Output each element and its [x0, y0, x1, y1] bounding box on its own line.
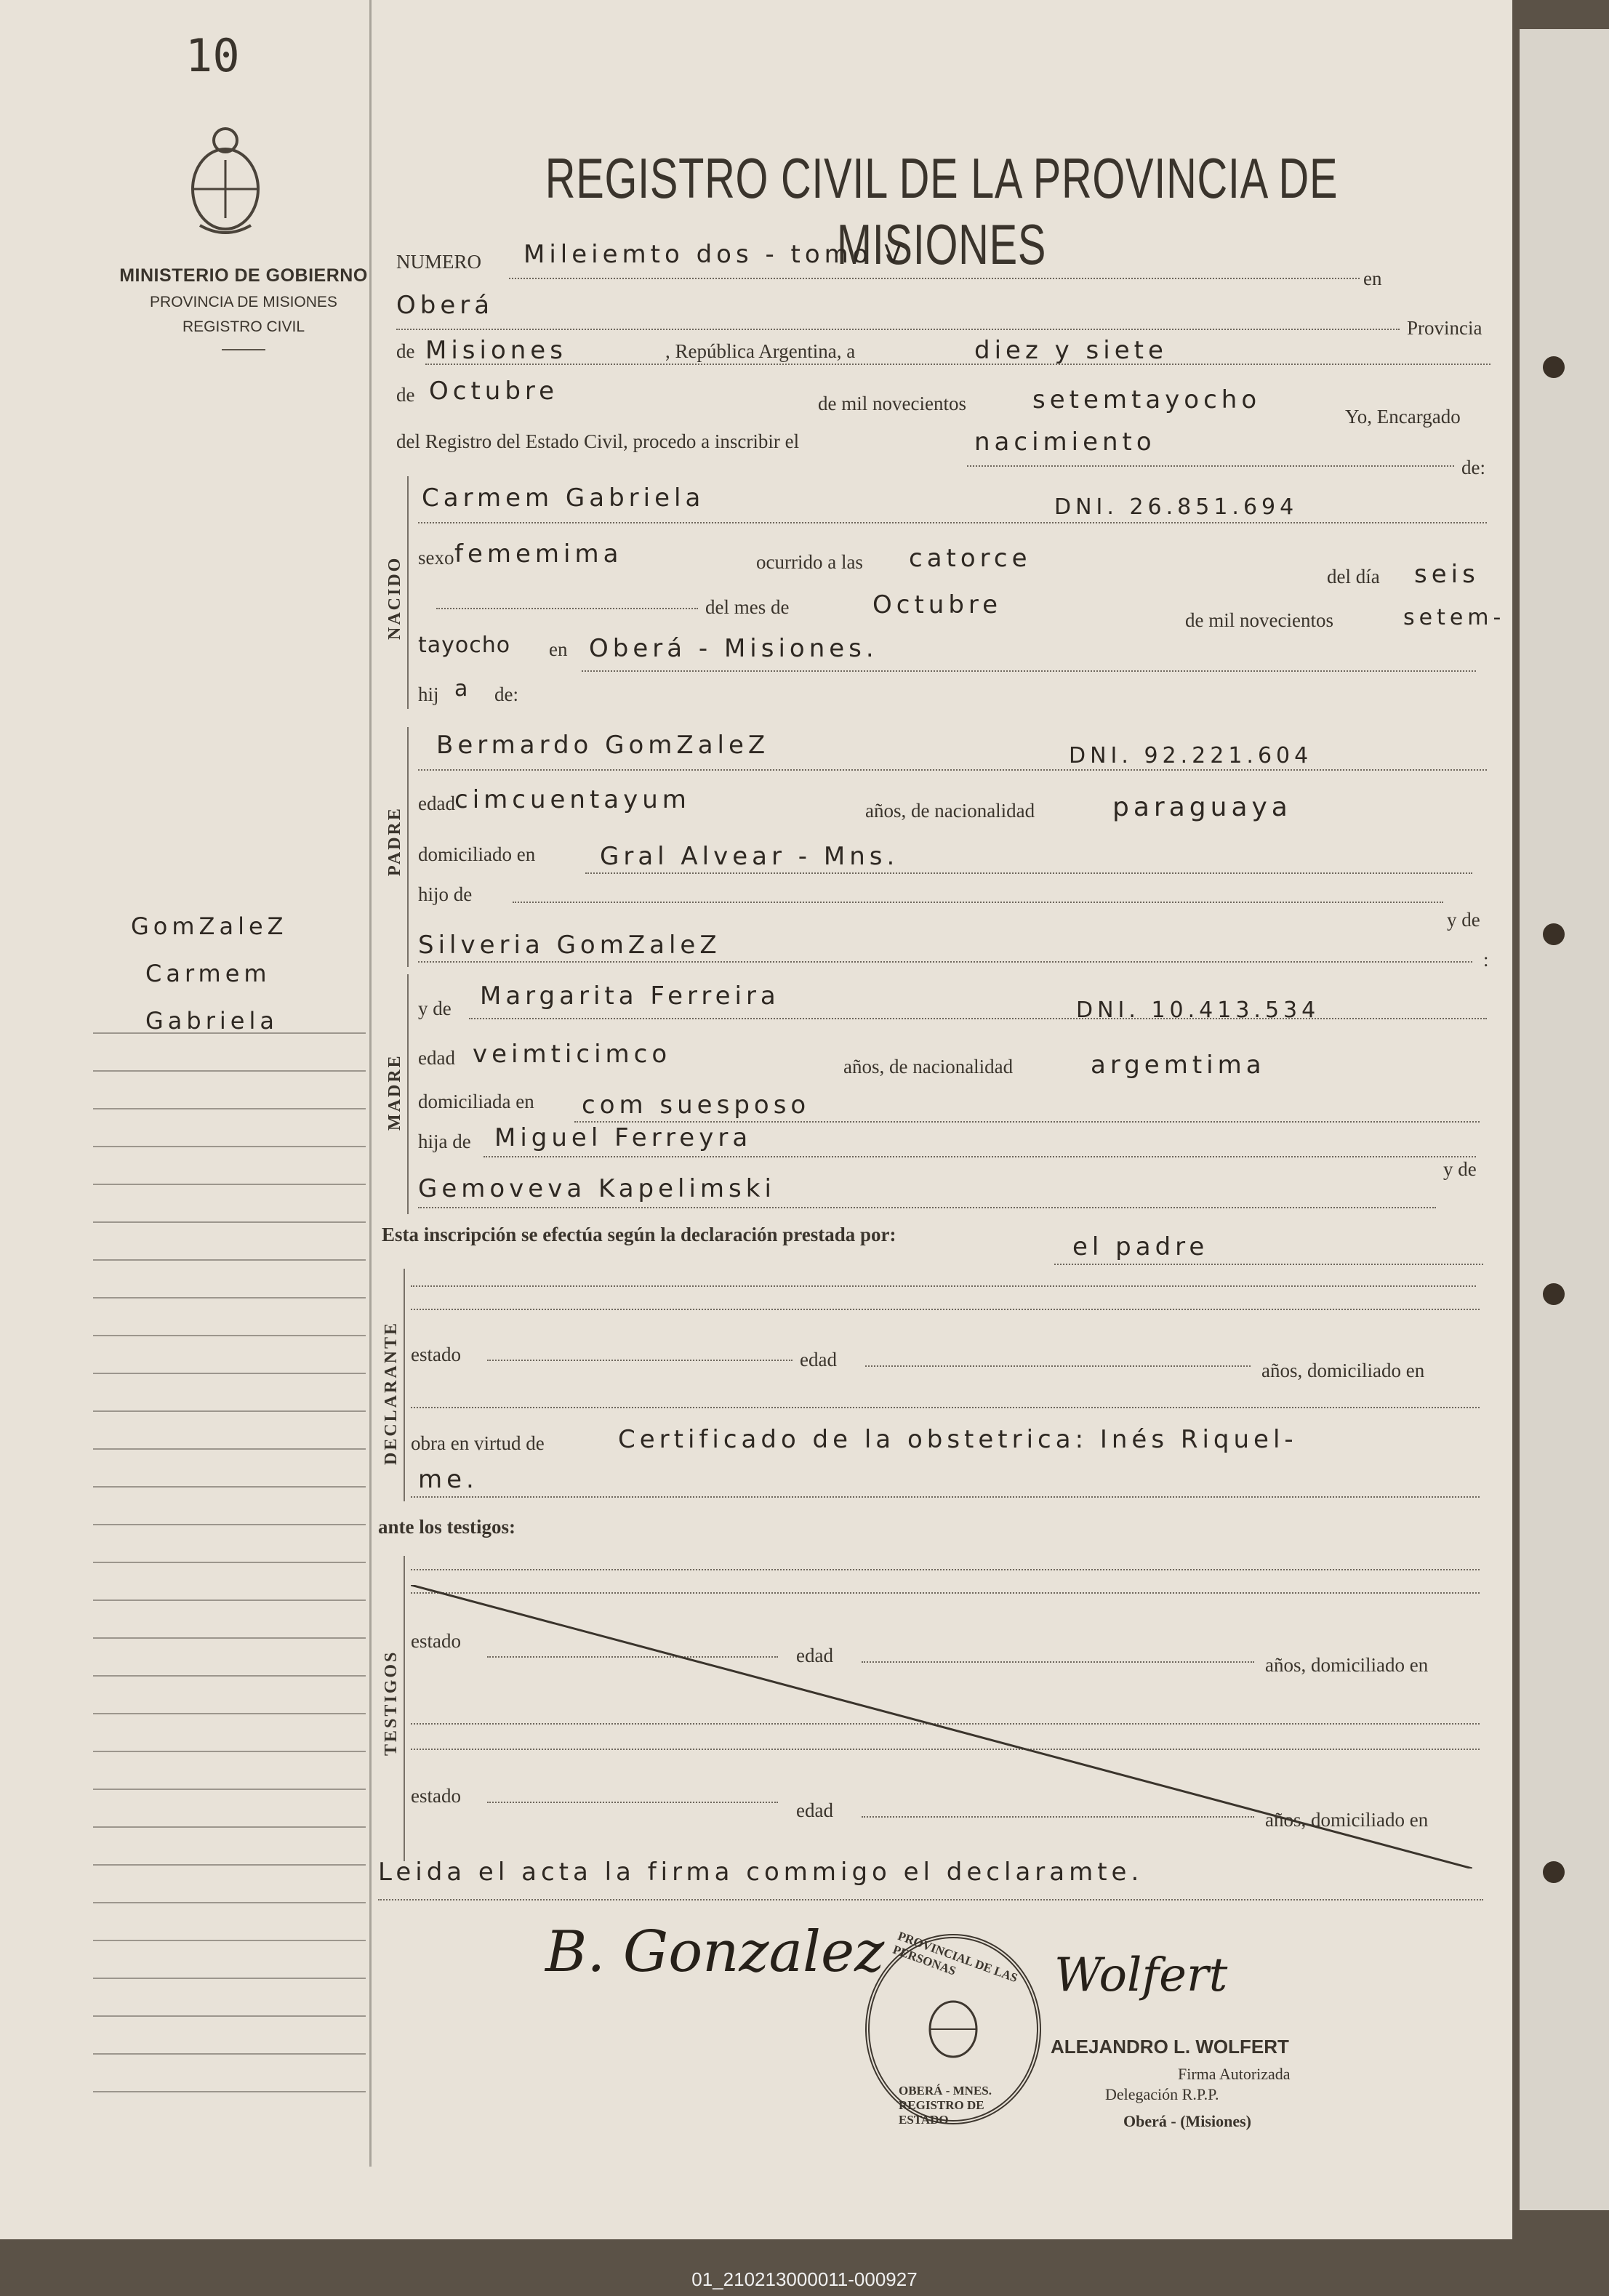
margin-ruled-line — [93, 1562, 366, 1563]
margin-ruled-line — [93, 1599, 366, 1601]
label-en: en — [1363, 268, 1382, 289]
binding-hole — [1543, 1861, 1565, 1883]
stamp-top-text: PROVINCIAL DE LAS PERSONAS — [891, 1929, 1020, 1986]
margin-ruled-line — [93, 1146, 366, 1147]
label-numero: NUMERO — [396, 251, 482, 273]
padre-dni: DNI. 92.221.604 — [1069, 743, 1313, 768]
blank-line — [509, 278, 1360, 279]
label-anos-nac: años, de nacionalidad — [843, 1056, 1014, 1077]
label-anos-dom: años, domiciliado en — [1265, 1809, 1429, 1831]
blank-line — [1054, 1264, 1483, 1265]
blank-line — [513, 902, 1443, 903]
padre-nombre: Bermardo GomZaleZ — [436, 731, 770, 760]
margin-ruled-line — [93, 1864, 366, 1866]
margin-ruled-line — [93, 1902, 366, 1903]
section-declarante: DECLARANTE — [382, 1320, 401, 1465]
label-ocurrido: ocurrido a las — [756, 551, 863, 573]
margin-note-surname: GomZaleZ — [131, 912, 288, 940]
label-y-de: y de — [1443, 1158, 1477, 1180]
blank-line — [418, 769, 1487, 771]
madre-edad: veimticimco — [473, 1040, 672, 1069]
blank-line — [436, 608, 698, 609]
madre-padre: Miguel Ferreyra — [494, 1123, 753, 1152]
margin-ruled-line — [93, 1713, 366, 1714]
label-edad: edad — [418, 792, 455, 814]
madre-nombre: Margarita Ferreira — [480, 982, 780, 1011]
label-colon: : — [1483, 949, 1489, 971]
nacido-hora: catorce — [909, 544, 1032, 573]
nacido-dia: seis — [1414, 560, 1480, 589]
label-del-mes: del mes de — [705, 596, 790, 618]
label-ante: ante los testigos: — [378, 1516, 515, 1538]
blank-line — [396, 329, 1400, 330]
margin-ruled-line — [93, 1751, 366, 1752]
margin-ruled-line — [93, 1637, 366, 1639]
label-edad: edad — [796, 1645, 833, 1666]
blank-line — [425, 364, 1490, 365]
label-del-dia: del día — [1327, 566, 1380, 587]
label-domiciliado: domiciliado en — [418, 843, 536, 865]
margin-ruled-line — [93, 1675, 366, 1677]
margin-ruled-line — [93, 1221, 366, 1223]
label-sexo: sexo — [418, 547, 454, 569]
label-edad: edad — [800, 1349, 837, 1370]
folio-number: 10 — [185, 29, 240, 82]
coat-of-arms-icon — [185, 120, 265, 236]
official-stamp — [865, 1929, 1041, 2127]
madre-madre: Gemoveva Kapelimski — [418, 1174, 776, 1203]
blank-line — [967, 465, 1454, 467]
nacido-mes: Octubre — [872, 590, 1003, 619]
officer-role: Firma Autorizada — [1178, 2065, 1291, 2083]
label-provincia: Provincia — [1407, 317, 1482, 339]
label-hijo-de: hijo de — [418, 883, 473, 905]
blank-line — [378, 1899, 1483, 1900]
margin-ruled-line — [93, 1410, 366, 1412]
label-estado: estado — [411, 1785, 461, 1807]
blank-line — [483, 1156, 1476, 1157]
margin-ruled-line — [93, 1070, 366, 1072]
label-de: de — [396, 384, 415, 406]
label-republica: , República Argentina, a — [665, 340, 856, 362]
declarante-quien: el padre — [1072, 1232, 1209, 1261]
province-name: PROVINCIA DE MISIONES — [150, 294, 337, 310]
label-domiciliada: domiciliada en — [418, 1091, 534, 1112]
margin-ruled-line — [93, 1335, 366, 1336]
blank-line — [411, 1285, 1476, 1287]
declarante-obra-a: Certificado de la obstetrica: Inés Riquel- — [618, 1425, 1298, 1454]
label-anos-nac: años, de nacionalidad — [865, 800, 1035, 822]
label-edad: edad — [418, 1047, 455, 1069]
nacido-sexo: fememima — [454, 539, 623, 569]
nacido-anio-a: setem- — [1403, 605, 1506, 630]
officer-signature: Wolfert — [1054, 1948, 1228, 2002]
ministry-heading — [109, 265, 378, 350]
label-hij: hij — [418, 683, 439, 705]
label-anos-dom: años, domiciliado en — [1265, 1654, 1429, 1676]
record-acto: nacimiento — [974, 428, 1156, 457]
padre-edad: cimcuentayum — [454, 785, 691, 814]
nacido-anio-b: tayocho — [418, 633, 511, 658]
margin-ruled-line — [93, 1826, 366, 1828]
binding-hole — [1543, 356, 1565, 378]
blank-line — [411, 1496, 1480, 1498]
margin-ruled-line — [93, 1032, 366, 1034]
label-de-mil: de mil novecientos — [818, 393, 966, 414]
registry-name: REGISTRO CIVIL — [182, 318, 305, 335]
officer-location: Oberá - (Misiones) — [1123, 2112, 1251, 2130]
madre-domicilio: com suesposo — [582, 1091, 811, 1120]
margin-ruled-line — [93, 2053, 366, 2055]
nacido-hijo-suffix: a — [454, 676, 473, 702]
section-nacido: NACIDO — [385, 555, 404, 640]
declarant-signature: B. Gonzalez — [545, 1919, 885, 1985]
section-madre: MADRE — [385, 1053, 404, 1131]
record-numero: Mileiemto dos - tomo V — [523, 240, 906, 269]
blank-line — [582, 670, 1476, 672]
closing-statement: Leida el acta la firma commigo el declaramte. — [378, 1858, 1144, 1887]
margin-ruled-line — [93, 2091, 366, 2092]
margin-ruled-line — [93, 1373, 366, 1374]
margin-ruled-line — [93, 1978, 366, 1979]
margin-ruled-line — [93, 1486, 366, 1488]
margin-ruled-line — [93, 1448, 366, 1450]
binding-hole — [1543, 923, 1565, 945]
binding-hole — [1543, 1283, 1565, 1305]
label-registro: del Registro del Estado Civil, procedo a inscribir el — [396, 430, 800, 452]
label-obra: obra en virtud de — [411, 1432, 545, 1454]
margin-note-name1: Carmem — [145, 960, 271, 987]
section-bracket — [404, 1556, 405, 1861]
margin-ruled-line — [93, 2015, 366, 2017]
blank-line — [411, 1569, 1480, 1570]
margin-note-name2: Gabriela — [145, 1007, 278, 1035]
label-y-de: y de — [1447, 909, 1480, 931]
blank-line — [411, 1407, 1480, 1408]
blank-line — [418, 961, 1472, 963]
madre-dni: DNI. 10.413.534 — [1076, 998, 1320, 1023]
label-en2: en — [549, 638, 568, 660]
label-hija-de: hija de — [418, 1131, 471, 1152]
stamp-emblem-icon — [924, 1996, 982, 2062]
section-bracket — [407, 727, 409, 967]
margin-ruled-line — [93, 1940, 366, 1941]
padre-domicilio: Gral Alvear - Mns. — [600, 842, 899, 871]
padre-nacionalidad: paraguaya — [1112, 792, 1292, 822]
label-de2: de: — [494, 683, 518, 705]
margin-ruled-line — [93, 1789, 366, 1790]
label-edad: edad — [796, 1799, 833, 1821]
margin-ruled-line — [93, 1108, 366, 1109]
record-provincia: Misiones — [425, 336, 567, 365]
margin-ruled-line — [93, 1184, 366, 1185]
officer-name: ALEJANDRO L. WOLFERT — [1051, 2036, 1289, 2058]
blank-line — [487, 1360, 793, 1361]
cancel-diagonal — [411, 1585, 1472, 1868]
page-title: REGISTRO CIVIL DE LA PROVINCIA DE MISIONES — [545, 146, 1339, 276]
stamp-bottom-text: OBERÁ - MNES. REGISTRO DE ESTADO — [899, 2084, 992, 2127]
margin-ruled-line — [93, 1259, 366, 1261]
nacido-dni: DNI. 26.851.694 — [1054, 494, 1299, 520]
label-de: de — [396, 340, 415, 362]
label-y-de: y de — [418, 998, 452, 1019]
margin-ruled-line — [93, 1297, 366, 1298]
officer-delegation: Delegación R.P.P. — [1105, 2085, 1219, 2103]
record-lugar: Oberá — [396, 291, 494, 320]
nacido-lugar: Oberá - Misiones. — [589, 634, 878, 663]
blank-line — [865, 1365, 1251, 1367]
blank-line — [411, 1309, 1480, 1310]
record-mes-inscripcion: Octubre — [429, 377, 559, 406]
label-de-mil2: de mil novecientos — [1185, 609, 1333, 631]
record-anio-inscripcion: setemtayocho — [1032, 385, 1261, 414]
label-yo: Yo, Encargado — [1345, 406, 1461, 428]
margin-ruled-line — [93, 1524, 366, 1525]
label-estado: estado — [411, 1630, 461, 1652]
nacido-nombre: Carmem Gabriela — [422, 483, 705, 513]
blank-line — [585, 872, 1472, 874]
book-page-edge — [1520, 29, 1609, 2210]
blank-line — [418, 1207, 1436, 1208]
label-estado: estado — [411, 1344, 461, 1365]
blank-line — [574, 1121, 1480, 1123]
padre-madre: Silveria GomZaleZ — [418, 931, 721, 960]
section-testigos: TESTIGOS — [382, 1650, 401, 1756]
section-bracket — [407, 974, 409, 1214]
declarante-obra-b: me. — [418, 1465, 478, 1494]
divider — [222, 349, 265, 350]
label-de-colon: de: — [1461, 457, 1485, 478]
section-padre: PADRE — [385, 806, 404, 876]
ministry-name: MINISTERIO DE GOBIERNO — [119, 265, 368, 286]
blank-line — [469, 1018, 1487, 1019]
label-anos-dom: años, domiciliado en — [1261, 1360, 1425, 1381]
section-bracket — [404, 1269, 405, 1501]
record-dia-inscripcion: diez y siete — [974, 336, 1168, 365]
label-esta-inscripcion: Esta inscripción se efectúa según la declaración prestada por: — [382, 1224, 896, 1245]
blank-line — [418, 522, 1487, 523]
image-filename: 01_210213000011-000927 — [691, 2268, 918, 2290]
section-bracket — [407, 476, 409, 709]
madre-nacionalidad: argemtima — [1091, 1051, 1266, 1080]
